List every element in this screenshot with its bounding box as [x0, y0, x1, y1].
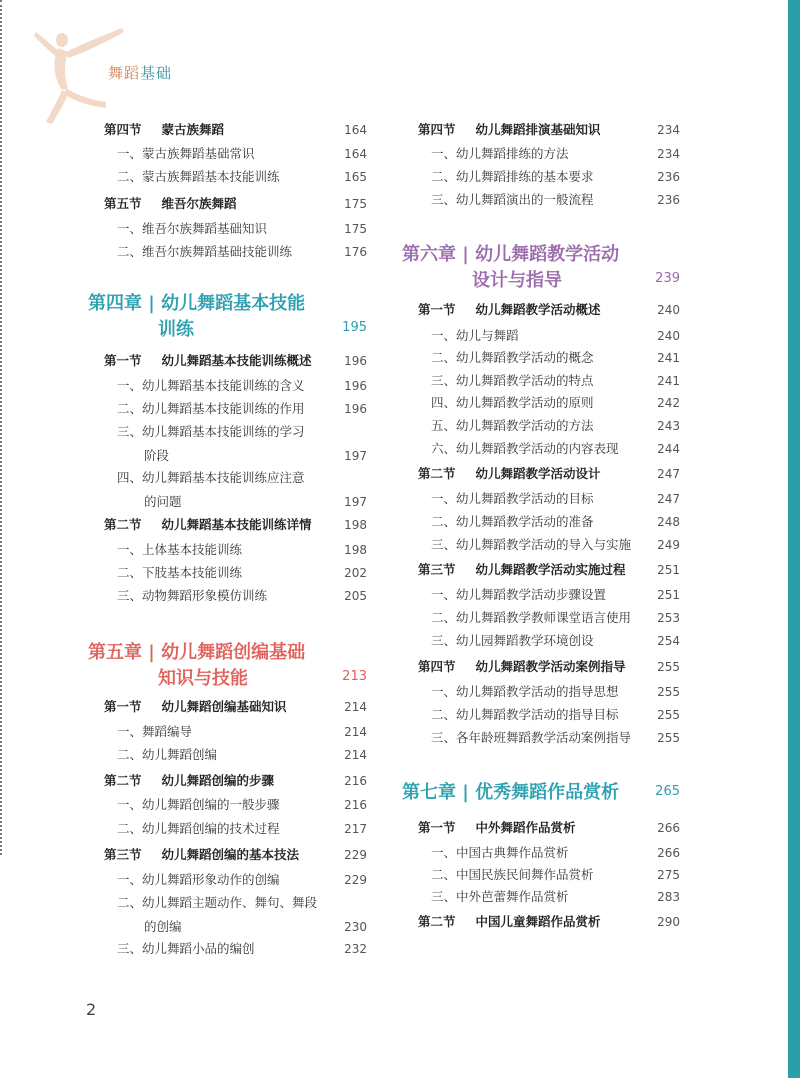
- page-ref: 251: [657, 563, 680, 577]
- page-ref: 198: [344, 518, 367, 532]
- toc-entry: 二、幼儿舞蹈教学活动的概念: [431, 350, 594, 365]
- section-heading: [104, 517, 312, 533]
- section-title: 幼儿舞蹈创编的步骤: [161, 773, 275, 788]
- toc-entry: 一、维吾尔族舞蹈基础知识: [117, 221, 268, 236]
- toc-entry: 三、幼儿舞蹈演出的一般流程: [431, 192, 594, 207]
- page-ref: 249: [657, 538, 680, 552]
- toc-entry: 一、幼儿舞蹈基本技能训练的含义: [117, 378, 305, 393]
- page-ref: 197: [344, 495, 367, 509]
- toc-entry-continued: 阶段: [144, 448, 170, 463]
- section-label: 第五节: [104, 196, 142, 211]
- section-heading: [418, 122, 601, 138]
- page-ref: 217: [344, 822, 367, 836]
- section-heading: [104, 353, 312, 369]
- header-title-part1: 舞蹈: [108, 64, 141, 82]
- chapter-page-ref: 213: [342, 669, 367, 684]
- toc-entry: 一、中国古典舞作品赏析: [431, 845, 569, 860]
- page-ref: 164: [344, 123, 367, 137]
- page-ref: 165: [344, 170, 367, 184]
- section-heading: [104, 122, 224, 138]
- toc-entry: 一、幼儿与舞蹈: [431, 328, 519, 343]
- section-title: 蒙古族舞蹈: [161, 122, 225, 137]
- section-title: 幼儿舞蹈创编的基本技法: [161, 847, 300, 862]
- toc-entry: 二、幼儿舞蹈创编的技术过程: [117, 821, 280, 836]
- running-header: [108, 62, 172, 83]
- toc-entry: 一、蒙古族舞蹈基础常识: [117, 146, 255, 161]
- section-title: 幼儿舞蹈教学活动概述: [475, 302, 601, 317]
- section-heading: [418, 466, 601, 482]
- page-ref: 240: [657, 303, 680, 317]
- page-edge-band: [788, 0, 800, 1078]
- page-ref: 234: [657, 147, 680, 161]
- page-ref: 241: [657, 351, 680, 365]
- section-label: 第四节: [418, 122, 456, 137]
- chapter-title-continued: 知识与技能: [158, 668, 248, 689]
- page-ref: 248: [657, 515, 680, 529]
- toc-entry: 二、幼儿舞蹈教学活动的指导目标: [431, 707, 619, 722]
- section-label: 第一节: [418, 302, 456, 317]
- page-ref: 275: [657, 868, 680, 882]
- chapter-title: 第七章 | 优秀舞蹈作品赏析: [402, 782, 620, 803]
- section-label: 第二节: [104, 773, 142, 788]
- toc-entry: 三、幼儿园舞蹈教学环境创设: [431, 633, 594, 648]
- toc-entry: 一、幼儿舞蹈排练的方法: [431, 146, 569, 161]
- page-ref: 240: [657, 329, 680, 343]
- toc-entry: 二、维吾尔族舞蹈基础技能训练: [117, 244, 293, 259]
- toc-entry: 一、幼儿舞蹈教学活动步骤设置: [431, 587, 607, 602]
- page-ref: 229: [344, 848, 367, 862]
- toc-entry: 二、幼儿舞蹈教学活动的准备: [431, 514, 594, 529]
- page-ref: 216: [344, 774, 367, 788]
- page-ref: 243: [657, 419, 680, 433]
- page-ref: 266: [657, 846, 680, 860]
- toc-entry: 三、中外芭蕾舞作品赏析: [431, 889, 569, 904]
- page-ref: 164: [344, 147, 367, 161]
- section-title: 中国儿童舞蹈作品赏析: [475, 914, 601, 929]
- section-label: 第四节: [418, 659, 456, 674]
- page-ref: 196: [344, 354, 367, 368]
- section-label: 第一节: [104, 353, 142, 368]
- section-title: 幼儿舞蹈排演基础知识: [475, 122, 601, 137]
- section-label: 第三节: [104, 847, 142, 862]
- page-ref: 236: [657, 170, 680, 184]
- page-ref: 255: [657, 731, 680, 745]
- section-heading: [104, 773, 274, 789]
- section-title: 幼儿舞蹈基本技能训练详情: [161, 517, 312, 532]
- page-ref: 242: [657, 396, 680, 410]
- chapter-page-ref: 195: [342, 320, 367, 335]
- page-ref: 255: [657, 685, 680, 699]
- header-title-part2: 基础: [140, 64, 173, 82]
- page-ref: 196: [344, 402, 367, 416]
- page-number: 2: [86, 1000, 97, 1019]
- section-title: 幼儿舞蹈教学活动设计: [475, 466, 601, 481]
- section-label: 第二节: [418, 466, 456, 481]
- section-heading: [418, 562, 626, 578]
- page-ref: 175: [344, 222, 367, 236]
- page-ref: 241: [657, 374, 680, 388]
- toc-entry: 二、蒙古族舞蹈基本技能训练: [117, 169, 280, 184]
- section-title: 幼儿舞蹈教学活动案例指导: [475, 659, 626, 674]
- toc-entry: 三、幼儿舞蹈教学活动的导入与实施: [431, 537, 632, 552]
- page-ref: 266: [657, 821, 680, 835]
- toc-entry: 二、下肢基本技能训练: [117, 565, 243, 580]
- page-ref: 253: [657, 611, 680, 625]
- toc-entry: 一、幼儿舞蹈教学活动的目标: [431, 491, 594, 506]
- page-ref: 290: [657, 915, 680, 929]
- section-title: 幼儿舞蹈基本技能训练概述: [161, 353, 312, 368]
- toc-entry: 三、幼儿舞蹈基本技能训练的学习: [117, 424, 305, 439]
- toc-entry: 二、中国民族民间舞作品赏析: [431, 867, 594, 882]
- section-label: 第二节: [418, 914, 456, 929]
- section-title: 幼儿舞蹈教学活动实施过程: [475, 562, 626, 577]
- section-label: 第一节: [418, 820, 456, 835]
- page-ref: 216: [344, 798, 367, 812]
- page-ref: 283: [657, 890, 680, 904]
- toc-entry: 一、幼儿舞蹈教学活动的指导思想: [431, 684, 619, 699]
- page-ref: 254: [657, 634, 680, 648]
- toc-entry: 六、幼儿舞蹈教学活动的内容表现: [431, 441, 619, 456]
- chapter-page-ref: 239: [655, 271, 680, 286]
- page-ref: 205: [344, 589, 367, 603]
- page-ref: 197: [344, 449, 367, 463]
- column-divider: [0, 0, 2, 855]
- page-ref: 234: [657, 123, 680, 137]
- section-title: 维吾尔族舞蹈: [161, 196, 237, 211]
- page-ref: 214: [344, 748, 367, 762]
- toc-entry: 三、幼儿舞蹈教学活动的特点: [431, 373, 594, 388]
- page-ref: 229: [344, 873, 367, 887]
- toc-entry: 三、幼儿舞蹈小品的编创: [117, 941, 255, 956]
- page-ref: 247: [657, 492, 680, 506]
- page-ref: 232: [344, 942, 367, 956]
- page-ref: 196: [344, 379, 367, 393]
- section-title: 中外舞蹈作品赏析: [475, 820, 576, 835]
- toc-entry: 二、幼儿舞蹈创编: [117, 747, 218, 762]
- page-ref: 176: [344, 245, 367, 259]
- page-ref: 214: [344, 700, 367, 714]
- chapter-title-continued: 设计与指导: [472, 270, 562, 291]
- section-label: 第三节: [418, 562, 456, 577]
- toc-entry: 二、幼儿舞蹈教学教师课堂语言使用: [431, 610, 632, 625]
- section-heading: [418, 914, 601, 930]
- chapter-page-ref: 265: [655, 784, 680, 799]
- section-label: 第一节: [104, 699, 142, 714]
- page-ref: 175: [344, 197, 367, 211]
- page-ref: 251: [657, 588, 680, 602]
- chapter-title-continued: 训练: [158, 319, 194, 340]
- toc-entry: 二、幼儿舞蹈排练的基本要求: [431, 169, 594, 184]
- toc-entry-continued: 的问题: [144, 494, 182, 509]
- toc-entry: 一、幼儿舞蹈创编的一般步骤: [117, 797, 280, 812]
- toc-entry: 五、幼儿舞蹈教学活动的方法: [431, 418, 594, 433]
- toc-entry: 四、幼儿舞蹈教学活动的原则: [431, 395, 594, 410]
- page-ref: 247: [657, 467, 680, 481]
- toc-entry-continued: 的创编: [144, 919, 182, 934]
- section-heading: [104, 699, 287, 715]
- page-ref: 230: [344, 920, 367, 934]
- page-ref: 236: [657, 193, 680, 207]
- toc-entry: 一、幼儿舞蹈形象动作的创编: [117, 872, 280, 887]
- toc-entry: 一、舞蹈编导: [117, 724, 193, 739]
- chapter-title: 第四章 | 幼儿舞蹈基本技能: [88, 293, 306, 314]
- section-heading: [418, 820, 576, 836]
- section-heading: [104, 847, 299, 863]
- page-ref: 198: [344, 543, 367, 557]
- toc-entry: 三、动物舞蹈形象模仿训练: [117, 588, 268, 603]
- section-heading: [418, 659, 626, 675]
- section-label: 第二节: [104, 517, 142, 532]
- page-ref: 255: [657, 660, 680, 674]
- section-label: 第四节: [104, 122, 142, 137]
- toc-entry: 二、幼儿舞蹈基本技能训练的作用: [117, 401, 305, 416]
- toc-entry: 三、各年龄班舞蹈教学活动案例指导: [431, 730, 632, 745]
- page-ref: 255: [657, 708, 680, 722]
- toc-entry: 二、幼儿舞蹈主题动作、舞句、舞段: [117, 895, 318, 910]
- chapter-title: 第五章 | 幼儿舞蹈创编基础: [88, 642, 306, 663]
- page-ref: 244: [657, 442, 680, 456]
- section-heading: [104, 196, 237, 212]
- section-title: 幼儿舞蹈创编基础知识: [161, 699, 287, 714]
- toc-entry: 一、上体基本技能训练: [117, 542, 243, 557]
- section-heading: [418, 302, 601, 318]
- page-ref: 214: [344, 725, 367, 739]
- toc-entry: 四、幼儿舞蹈基本技能训练应注意: [117, 470, 305, 485]
- chapter-title: 第六章 | 幼儿舞蹈教学活动: [402, 244, 620, 265]
- page-ref: 202: [344, 566, 367, 580]
